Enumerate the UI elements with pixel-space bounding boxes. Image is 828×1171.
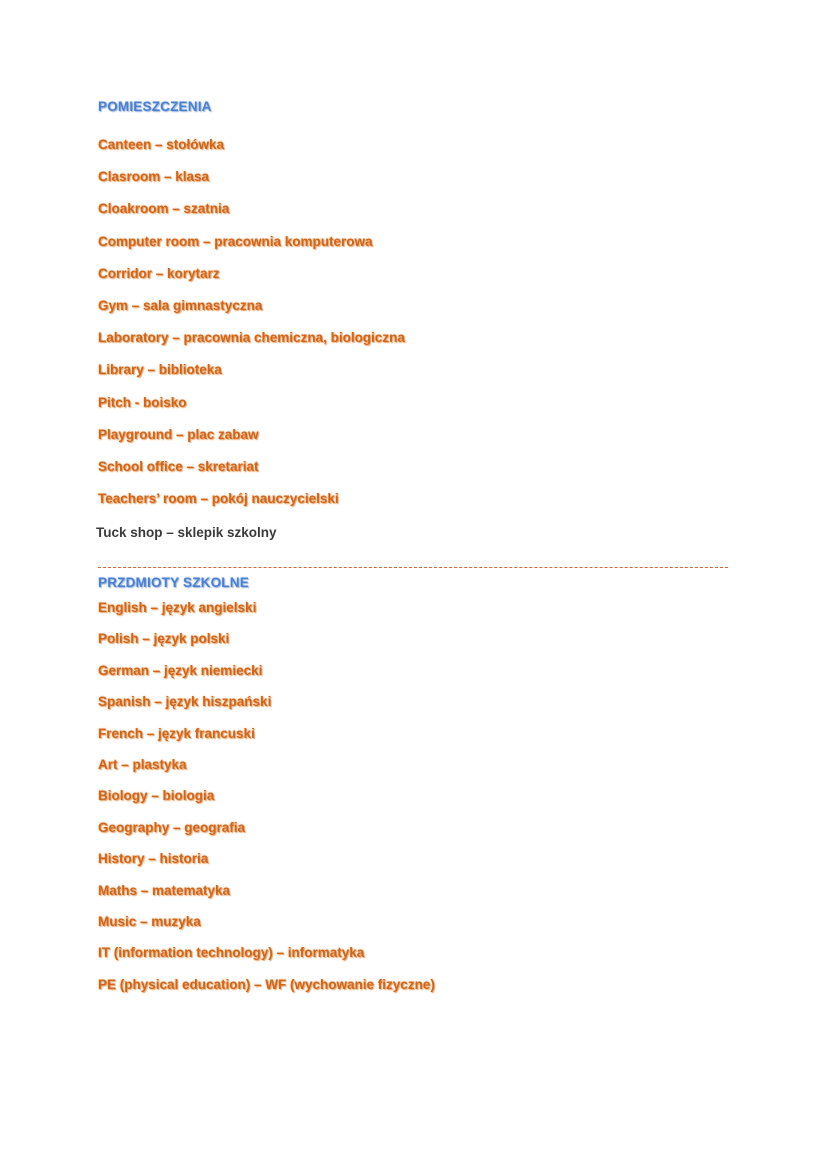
list-item: Corridor – korytarz [98, 265, 220, 281]
list-item: History – historia [98, 851, 209, 867]
list-item: Clasroom – klasa [98, 169, 210, 185]
rooms-section [98, 96, 738, 551]
list-item: Laboratory – pracownia chemiczna, biologiczna [98, 330, 405, 346]
section-divider [98, 567, 728, 568]
list-item: Biology – biologia [98, 788, 215, 804]
list-item: Music – muzyka [98, 913, 201, 929]
subjects-section [98, 572, 738, 1000]
list-item: Spanish – język hiszpański [98, 694, 272, 710]
list-item: Playground – plac zabaw [98, 426, 259, 442]
list-item: Polish – język polski [98, 631, 230, 647]
rooms-list [98, 129, 738, 551]
rooms-heading: POMIESZCZENIA [98, 99, 212, 114]
list-item: Library – biblioteka [98, 362, 222, 378]
list-item: Teachers’ room – pokój nauczycielski [98, 491, 339, 507]
list-item: Tuck shop – sklepik szkolny [96, 525, 277, 541]
list-item: PE (physical education) – WF (wychowanie fizyczne) [98, 976, 435, 992]
list-item: Art – plastyka [98, 756, 187, 772]
list-item: Geography – geografia [98, 819, 246, 835]
subjects-list [98, 592, 738, 1000]
list-item: Cloakroom – szatnia [98, 201, 230, 217]
list-item: Maths – matematyka [98, 882, 231, 898]
list-item: Computer room – pracownia komputerowa [98, 233, 373, 249]
list-item: School office – skretariat [98, 458, 259, 474]
list-item: English – język angielski [98, 600, 257, 615]
list-item: German – język niemiecki [98, 662, 263, 678]
list-item: Gym – sala gimnastyczna [98, 297, 263, 313]
subjects-heading: PRZDMIOTY SZKOLNE [98, 575, 249, 590]
list-item: IT (information technology) – informatyka [98, 945, 365, 961]
list-item: French – język francuski [98, 725, 255, 741]
list-item: Canteen – stołówka [98, 137, 225, 152]
list-item: Pitch - boisko [98, 394, 187, 410]
